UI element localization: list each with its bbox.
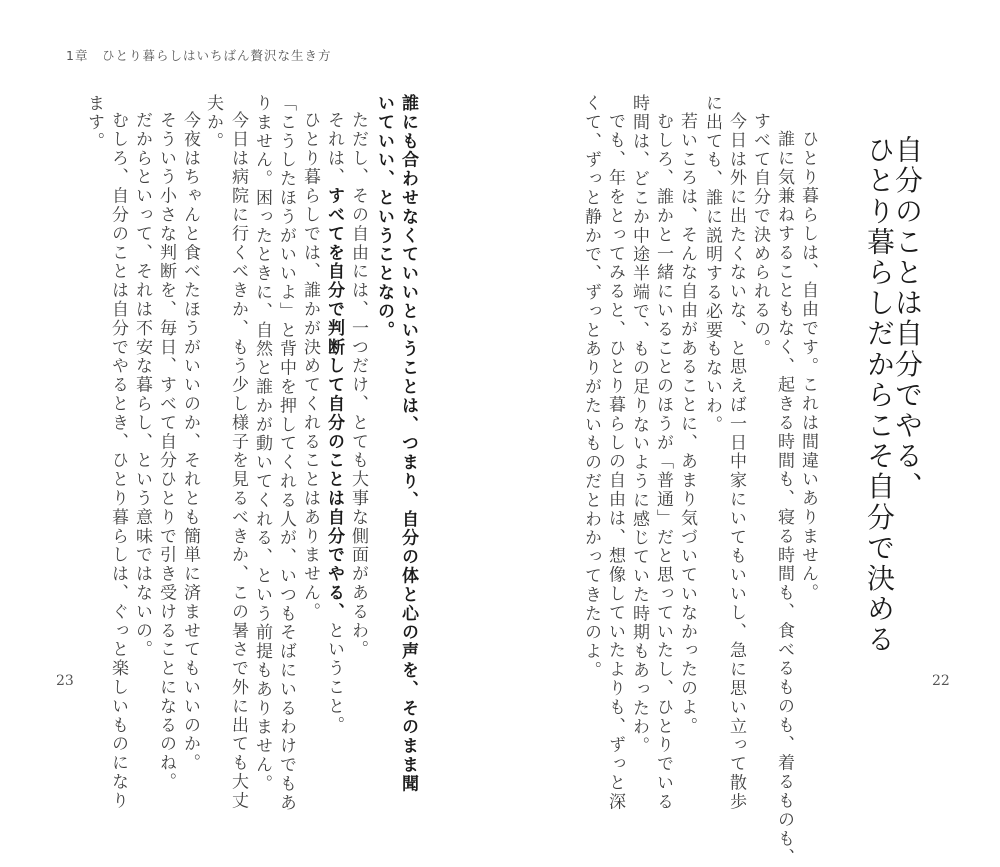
body-column: ひとり暮らしでは、誰かが決めてくれることはありません。 bbox=[300, 111, 320, 622]
emphasis-segment: すべてを自分で判断して自分のことは自分でやる、 bbox=[324, 186, 344, 622]
body-column: 「こうしたほうがいいよ」と背中を押してくれる人が、いつもそばにいるわけでもあ bbox=[276, 94, 296, 813]
body-column: 時間は、どこか中途半端で、もの足りないように感じていた時期もあったわ。 bbox=[629, 94, 649, 756]
body-column: 今日は病院に行くべきか、もう少し様子を見るべきか、この暑さで外に出ても大丈 bbox=[228, 111, 248, 811]
right-page bbox=[500, 0, 1000, 867]
body-column: 今夜はちゃんと食べたほうがいいのか、それとも簡単に済ませてもいいのか。 bbox=[180, 111, 200, 773]
running-head: 1章 ひとり暮らしはいちばん贅沢な生き方 bbox=[66, 48, 332, 63]
body-column: 若いころは、そんな自由があることに、あまり気づいていなかったのよ。 bbox=[677, 112, 697, 736]
page-number: 22 bbox=[932, 673, 950, 689]
body-column: むしろ、誰かと一緒にいることのほうが「普通」だと思っていたし、ひとりでいる bbox=[653, 112, 673, 812]
body-column: 夫か。 bbox=[203, 94, 223, 151]
page-number: 23 bbox=[56, 673, 74, 689]
body-column: すべて自分で決められるの。 bbox=[750, 112, 770, 358]
body-column: に出ても、誰に説明する必要もないわ。 bbox=[702, 94, 722, 435]
left-page bbox=[0, 0, 500, 813]
text-segment: ということ。 bbox=[324, 621, 344, 735]
body-column: でも、年をとってみると、ひとり暮らしの自由は、想像していたよりも、ずっと深 bbox=[605, 112, 625, 812]
body-column: そういう小さな判断を、毎日、すべて自分ひとりで引き受けることになるのね。 bbox=[156, 111, 176, 792]
text-segment: それは、 bbox=[324, 111, 344, 187]
section-title-line-2: ひとり暮らしだからこそ自分で決める bbox=[863, 135, 896, 656]
body-column: 誰に気兼ねすることもなく、起きる時間も、寝る時間も、食べるものも、着るものも、 bbox=[774, 130, 794, 867]
body-column: ひとり暮らしは、自由です。これは間違いありません。 bbox=[798, 130, 818, 603]
body-column: だからといって、それは不安な暮らし、という意味ではないの。 bbox=[132, 111, 152, 660]
body-column-emphasis: いていい、ということなの。 bbox=[374, 94, 394, 340]
body-column: 今日は外に出たくないな、と思えば一日中家にいてもいいし、急に思い立って散歩 bbox=[726, 112, 746, 812]
body-column: むしろ、自分のことは自分でやるとき、ひとり暮らしは、ぐっと楽しいものになり bbox=[108, 111, 128, 811]
body-column-emphasis: 誰にも合わせなくていいということは、つまり、自分の体と心の声を、そのまま聞 bbox=[398, 94, 418, 794]
body-column: くて、ずっと静かで、ずっとありがたいものだとわかってきたのよ。 bbox=[581, 94, 601, 680]
body-column: ます。 bbox=[84, 94, 104, 151]
body-column: りません。困ったときに、自然と誰かが動いてくれる、という前提もありません。 bbox=[252, 94, 272, 794]
body-column bbox=[325, 111, 342, 735]
section-title-line-1: 自分のことは自分でやる、 bbox=[891, 135, 924, 503]
body-column: ただし、その自由には、一つだけ、とても大事な側面があるわ。 bbox=[348, 111, 368, 660]
